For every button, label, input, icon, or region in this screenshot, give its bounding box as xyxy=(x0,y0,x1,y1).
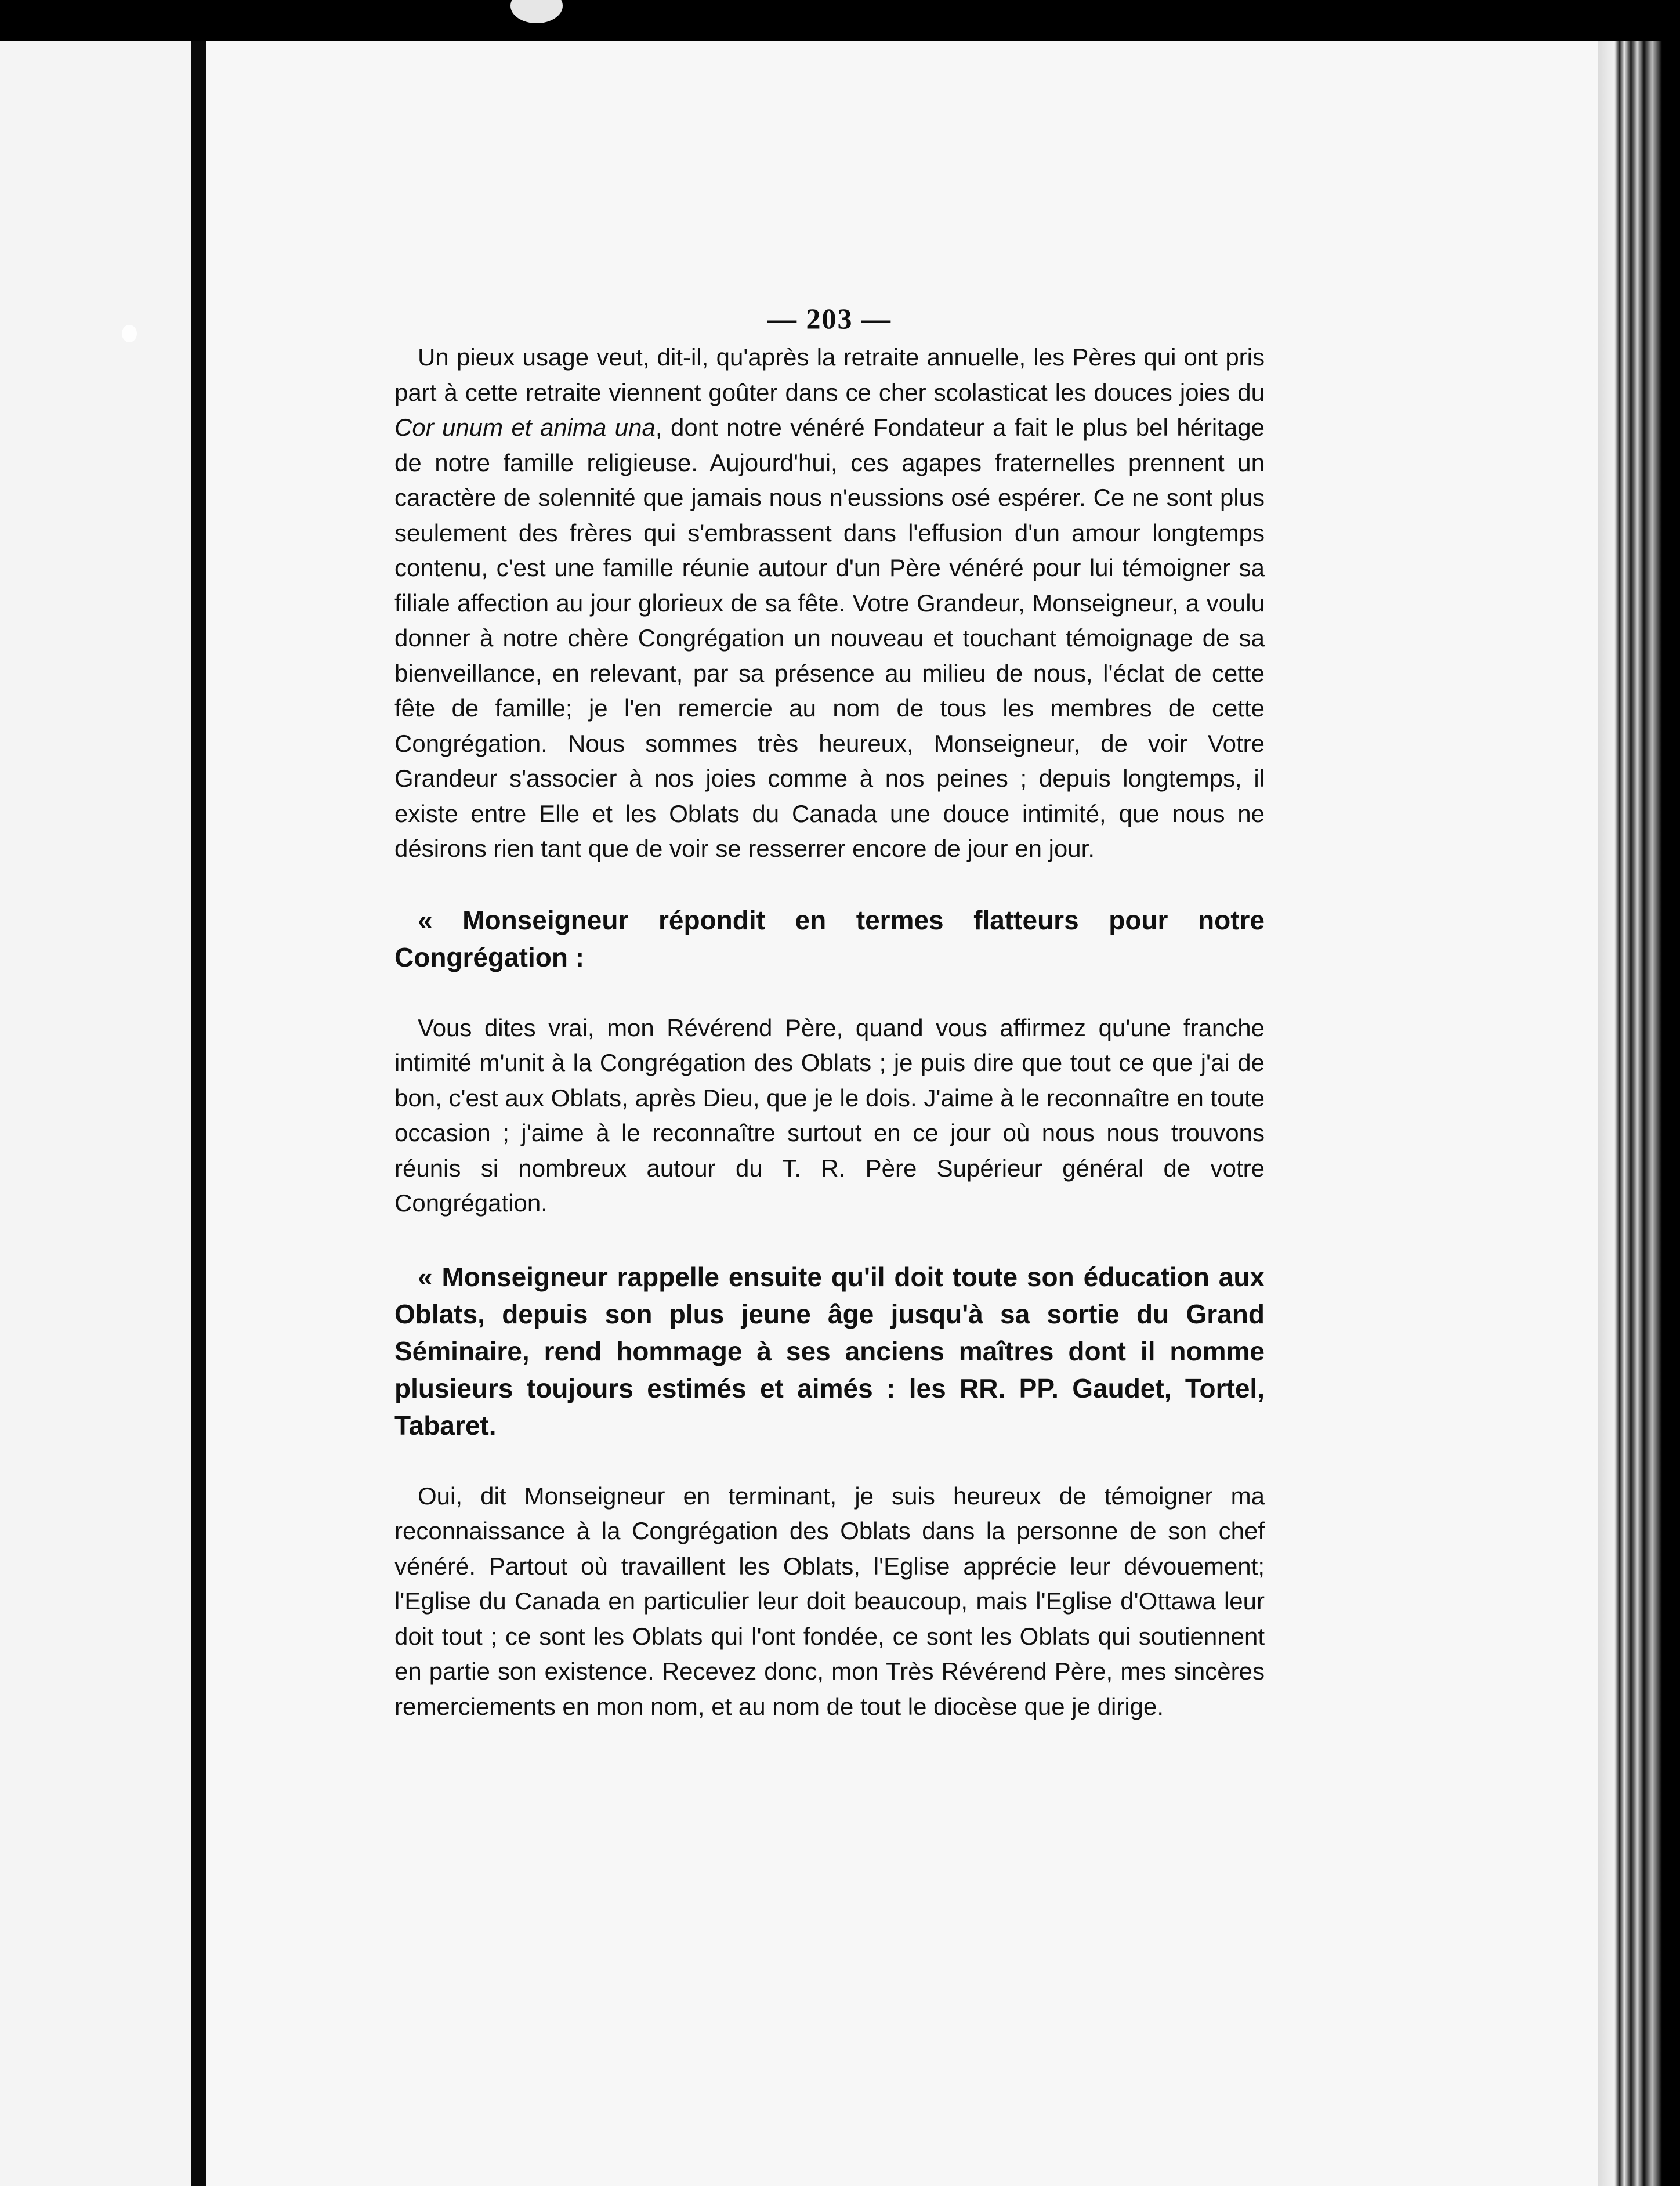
page-stack-edges xyxy=(1598,41,1680,2186)
paragraph-bishop-closing: Oui, dit Monseigneur en terminant, je suis heureux de témoigner ma reconnaissance à la Congrégation des Oblats dans la personne de son chef vénéré. Partout où travaillent les Oblats, l'Eglise apprécie leur dévouement; l'Eglise du Canada en particulier leur doit beaucoup, mais l'Eglise d'Ottawa leur doit tout ; ce sont les Oblats qui l'ont fondée, ce sont les Oblats qui soutiennent en partie son existence. Recevez donc, mon Très Révérend Père, mes sincères remerciements en mon nom, et au nom de tout le diocèse que je dirige. xyxy=(394,1482,1265,1720)
paragraph-narration-education: « Monseigneur rappelle ensuite qu'il doit toute son éducation aux Oblats, depuis son plus jeune âge jusqu'à sa sortie du Grand Séminaire, rend hommage à ses anciens maîtres dont il nomme plusieurs toujours estimés et aimés : les RR. PP. Gaudet, Tortel, Tabaret. xyxy=(394,1261,1265,1441)
page-text-column xyxy=(394,302,1265,1724)
paragraph-text: Un pieux usage veut, dit-il, qu'après la retraite annuelle, les Pères qui ont pris part à cette retraite viennent goûter dans ce cher scolasticat les douces joies du xyxy=(394,343,1265,406)
paragraph-text: , dont notre vénéré Fondateur a fait le plus bel héritage de notre famille religieuse. Aujourd'hui, ces agapes fraternelles prennent un caractère de solennité que jamais nous n'eussions osé espérer. Ce ne sont plus seulement des frères qui s'embrassent dans l'effusion d'un amour longtemps contenu, c'est une famille réunie autour d'un Père vénéré pour lui témoigner sa filiale affection au jour glorieux de sa fête. Votre Grandeur, Monseigneur, a voulu donner à notre chère Congrégation un nouveau et touchant témoignage de sa bienveillance, en relevant, par sa présence au milieu de nous, l'éclat de cette fête de famille; je l'en remercie au nom de tous les membres de cette Congrégation. Nous sommes très heureux, Monseigneur, de voir Votre Grandeur s'associer à nos joies comme à nos peines ; depuis longtemps, il existe entre Elle et les Oblats du Canada une douce intimité, que nous ne désirons rien tant que de voir se resserrer encore de jour en jour. xyxy=(394,414,1265,862)
dust-speck xyxy=(122,325,137,342)
facing-page-edge xyxy=(0,41,191,2186)
book-spine-shadow xyxy=(191,41,206,2186)
paragraph-bishop-reply: Vous dites vrai, mon Révérend Père, quand vous affirmez qu'une franche intimité m'unit à la Congrégation des Oblats ; je puis dire que tout ce que j'ai de bon, c'est aux Oblats, après Dieu, que je le dois. J'aime à le reconnaître en toute occasion ; j'aime à le reconnaître surtout en ce jour où nous nous trouvons réunis si nombreux autour du T. R. Père Supérieur général de votre Congrégation. xyxy=(394,1014,1265,1217)
latin-motto: Cor unum et anima una xyxy=(394,414,656,441)
page-number: — 203 — xyxy=(767,302,892,335)
paragraph-narration-reply: « Monseigneur répondit en termes flatteurs pour notre Congrégation : xyxy=(394,904,1265,972)
scan-top-border xyxy=(0,0,1680,41)
paragraph-address xyxy=(394,340,1265,867)
